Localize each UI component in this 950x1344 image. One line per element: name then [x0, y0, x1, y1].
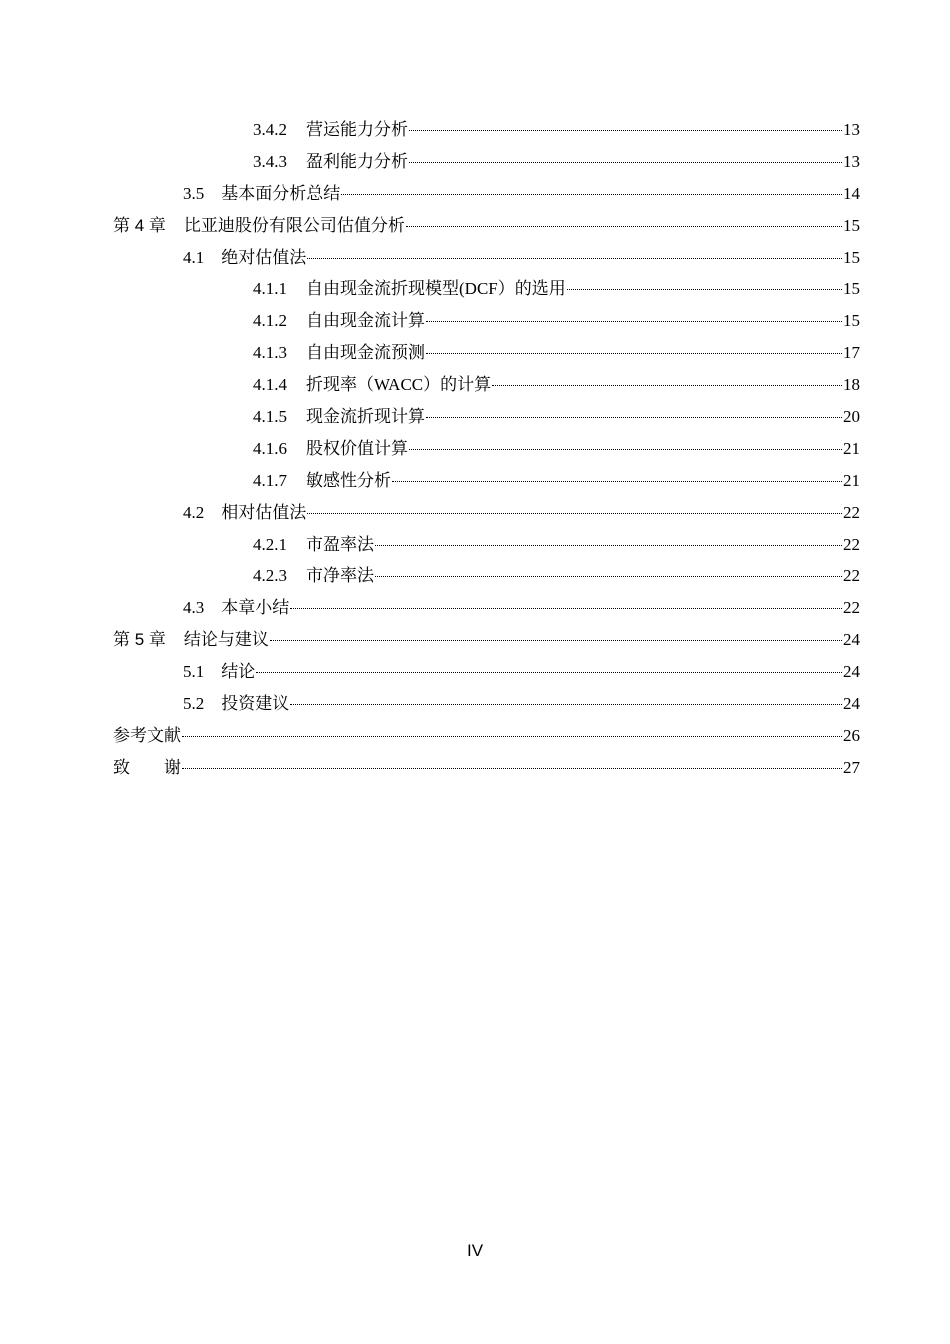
toc-entry-number: 第 5 章 — [113, 630, 166, 650]
toc-entry-page: 15 — [843, 215, 860, 235]
toc-entry[interactable] — [113, 273, 860, 305]
toc-entry-title: 自由现金流计算 — [306, 311, 425, 331]
toc-entry-number: 4.1.2 — [253, 311, 287, 331]
toc-entry[interactable] — [113, 688, 860, 720]
toc-entry-number: 4.2.1 — [253, 534, 287, 554]
toc-entry-page: 22 — [843, 502, 860, 522]
toc-entry-title: 折现率（WACC）的计算 — [306, 375, 492, 395]
toc-entry-page: 27 — [843, 757, 860, 777]
toc-entry-page: 26 — [843, 725, 860, 745]
toc-entry[interactable] — [113, 592, 860, 624]
toc-entry-page: 24 — [843, 694, 860, 714]
dot-leader — [307, 257, 842, 259]
toc-entry-title: 投资建议 — [221, 694, 290, 714]
table-of-contents — [113, 114, 860, 784]
toc-entry-title: 现金流折现计算 — [306, 407, 425, 427]
toc-entry[interactable] — [113, 752, 860, 784]
dot-leader — [426, 352, 842, 354]
toc-entry[interactable] — [113, 114, 860, 146]
toc-entry-title: 绝对估值法 — [221, 247, 307, 267]
dot-leader — [182, 735, 842, 737]
toc-entry-number: 4.1.5 — [253, 407, 287, 427]
toc-entry-page: 13 — [843, 151, 860, 171]
toc-entry-page: 15 — [843, 311, 860, 331]
toc-entry-number: 3.4.2 — [253, 120, 287, 139]
dot-leader — [341, 193, 842, 195]
toc-entry-number: 3.5 — [183, 183, 205, 203]
dot-leader — [409, 129, 842, 131]
toc-entry-number: 4.1.6 — [253, 438, 287, 458]
toc-entry-page: 22 — [843, 534, 860, 554]
toc-entry-number: 4.1.1 — [253, 279, 287, 299]
toc-entry[interactable] — [113, 624, 860, 656]
toc-entry-title: 自由现金流折现模型(DCF）的选用 — [306, 279, 566, 299]
toc-entry-number: 4.1.3 — [253, 343, 287, 363]
toc-entry[interactable] — [113, 656, 860, 688]
toc-entry-title: 基本面分析总结 — [221, 183, 341, 203]
toc-entry-page: 17 — [843, 343, 860, 363]
toc-entry[interactable] — [113, 433, 860, 465]
toc-entry-page: 21 — [843, 470, 860, 490]
toc-entry-page: 13 — [843, 120, 860, 139]
dot-leader — [290, 607, 842, 609]
toc-entry[interactable] — [113, 465, 860, 497]
toc-entry-page: 21 — [843, 438, 860, 458]
dot-leader — [256, 671, 842, 673]
toc-entry-title: 结论与建议 — [183, 630, 269, 650]
dot-leader — [392, 480, 842, 482]
toc-entry[interactable] — [113, 178, 860, 210]
dot-leader — [406, 225, 842, 227]
toc-entry-number: 4.1.7 — [253, 470, 287, 490]
toc-entry-number: 3.4.3 — [253, 151, 287, 171]
toc-entry[interactable] — [113, 560, 860, 592]
toc-entry-number: 5.1 — [183, 662, 205, 682]
toc-entry-number: 4.1.4 — [253, 375, 287, 395]
toc-entry-number: 4.3 — [183, 598, 205, 618]
dot-leader — [409, 161, 842, 163]
dot-leader — [290, 703, 842, 705]
toc-entry-title: 市净率法 — [306, 566, 374, 586]
toc-entry-title: 盈利能力分析 — [306, 151, 408, 171]
dot-leader — [375, 544, 842, 546]
toc-entry-number: 4.1 — [183, 247, 205, 267]
dot-leader — [307, 512, 842, 514]
toc-entry-title: 结论 — [221, 662, 256, 682]
toc-entry[interactable] — [113, 305, 860, 337]
toc-entry-title: 致 谢 — [113, 757, 181, 777]
page-number: IV — [466, 1241, 484, 1260]
toc-entry[interactable] — [113, 720, 860, 752]
toc-entry-number: 4.2.3 — [253, 566, 287, 586]
toc-entry-page: 22 — [843, 598, 860, 618]
toc-entry-number: 第 4 章 — [113, 215, 166, 235]
toc-entry[interactable] — [113, 401, 860, 433]
toc-entry[interactable] — [113, 146, 860, 178]
toc-entry-page: 24 — [843, 630, 860, 650]
toc-entry-title: 股权价值计算 — [306, 438, 408, 458]
toc-entry[interactable] — [113, 337, 860, 369]
toc-entry[interactable] — [113, 242, 860, 274]
toc-entry-title: 营运能力分析 — [306, 120, 408, 139]
toc-entry-number: 5.2 — [183, 694, 205, 714]
toc-entry[interactable] — [113, 210, 860, 242]
toc-entry-title: 本章小结 — [221, 598, 290, 618]
dot-leader — [426, 320, 842, 322]
toc-entry-title: 相对估值法 — [221, 502, 307, 522]
toc-entry-title: 比亚迪股份有限公司估值分析 — [183, 215, 405, 235]
toc-entry[interactable] — [113, 369, 860, 401]
toc-entry-page: 24 — [843, 662, 860, 682]
toc-entry-title: 自由现金流预测 — [306, 343, 425, 363]
dot-leader — [375, 575, 842, 577]
toc-entry-page: 18 — [843, 375, 860, 395]
toc-entry-number: 4.2 — [183, 502, 205, 522]
dot-leader — [182, 767, 842, 769]
dot-leader — [270, 639, 842, 641]
dot-leader — [492, 384, 842, 386]
dot-leader — [567, 288, 842, 290]
dot-leader — [409, 448, 842, 450]
toc-entry-title: 市盈率法 — [306, 534, 374, 554]
toc-entry-page: 14 — [843, 183, 860, 203]
toc-entry-page: 15 — [843, 279, 860, 299]
dot-leader — [426, 416, 842, 418]
toc-entry-title: 参考文献 — [113, 725, 181, 745]
toc-entry-page: 22 — [843, 566, 860, 586]
toc-entry-page: 15 — [843, 247, 860, 267]
toc-entry-title: 敏感性分析 — [306, 470, 391, 490]
toc-entry-page: 20 — [843, 407, 860, 427]
toc-entry[interactable] — [113, 497, 860, 529]
toc-entry[interactable] — [113, 529, 860, 561]
